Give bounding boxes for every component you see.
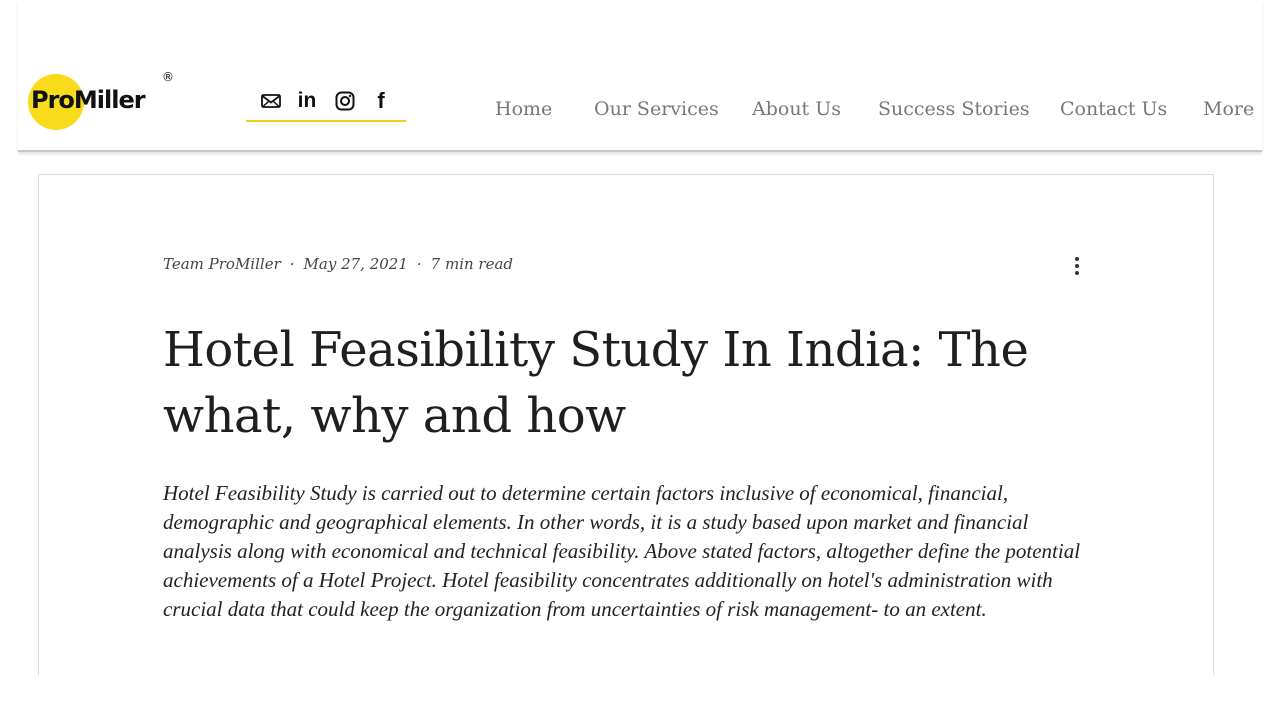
nav-item-success-stories[interactable]: Success Stories xyxy=(878,98,1030,120)
more-vertical-icon[interactable] xyxy=(1069,255,1085,277)
site-header xyxy=(18,0,1262,152)
nav-item-home[interactable]: Home xyxy=(495,98,553,120)
facebook-icon[interactable]: f xyxy=(377,88,385,113)
meta-separator: · xyxy=(416,255,422,273)
linkedin-icon[interactable]: in xyxy=(297,89,317,112)
post-meta xyxy=(163,255,513,273)
nav-item-our-services[interactable]: Our Services xyxy=(594,98,719,120)
blog-post-card xyxy=(38,174,1214,675)
post-read-time: 7 min read xyxy=(430,255,514,273)
meta-separator: · xyxy=(289,255,295,273)
post-intro: Hotel Feasibility Study is carried out to determine certain factors inclusive of economical, financial, demographic and geographical elements. In other words, it is a study based upon market and financial analysis along with economical and technical feasibility. Above stated factors, altogether define the potential achievements of a Hotel Project. Hotel feasibility concentrates additionally on hotel's administration with crucial data that could keep the organization from uncertainties of risk management- to an extent. xyxy=(163,481,1081,621)
post-author[interactable]: Team ProMiller xyxy=(163,255,281,273)
nav-item-about-us[interactable]: About Us xyxy=(752,98,841,120)
registered-mark: ® xyxy=(162,70,174,84)
logo-text: ProMiller xyxy=(31,86,145,114)
main-nav xyxy=(18,98,1262,128)
nav-item-more[interactable]: More xyxy=(1203,98,1255,120)
post-date: May 27, 2021 xyxy=(303,255,408,273)
nav-item-contact-us[interactable]: Contact Us xyxy=(1060,98,1168,120)
post-title: Hotel Feasibility Study In India: The what, why and how xyxy=(163,322,1029,444)
